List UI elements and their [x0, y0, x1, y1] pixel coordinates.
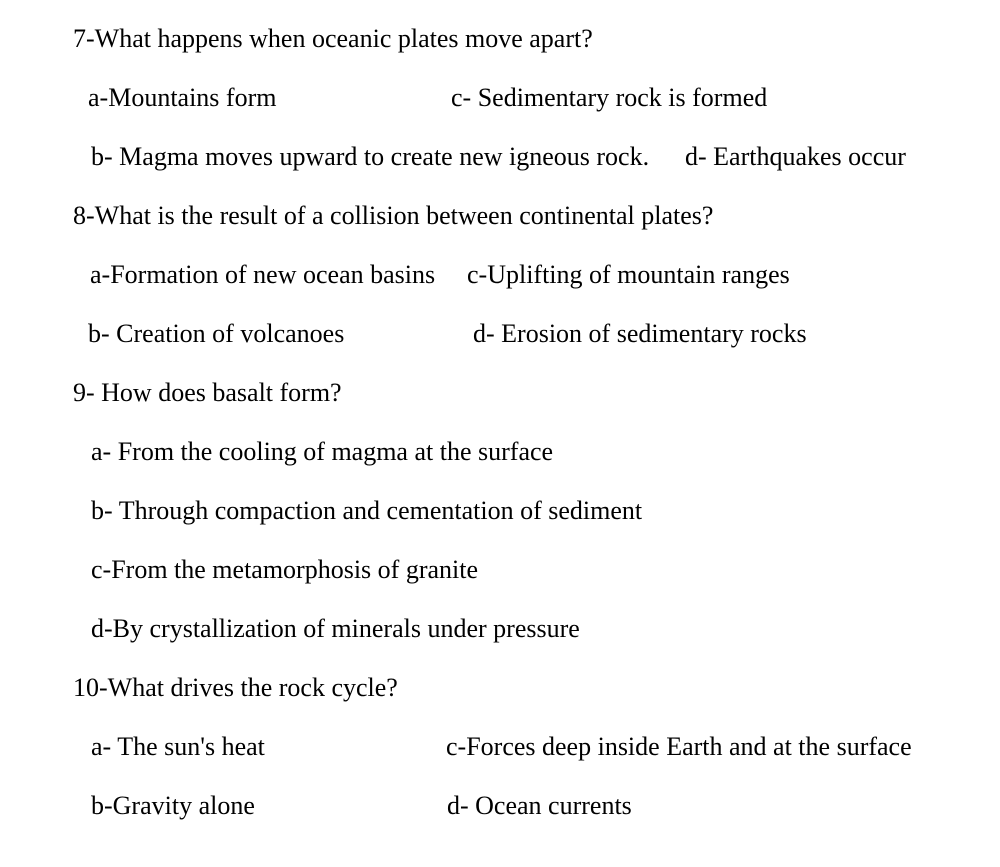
q8-option-c: c-Uplifting of mountain ranges: [467, 260, 790, 289]
question-7: 7-What happens when oceanic plates move apart?: [73, 24, 593, 53]
q10-option-d: d- Ocean currents: [447, 791, 632, 820]
q8-option-a: a-Formation of new ocean basins: [90, 260, 436, 289]
q9-option-a: a- From the cooling of magma at the surface: [91, 437, 554, 466]
q9-option-d: d-By crystallization of minerals under pressure: [91, 614, 580, 643]
q7-option-b: b- Magma moves upward to create new igneous rock.: [91, 142, 650, 171]
q10-option-b: b-Gravity alone: [91, 791, 255, 820]
q9-option-b: b- Through compaction and cementation of sediment: [91, 496, 643, 525]
question-8: 8-What is the result of a collision between continental plates?: [73, 201, 714, 230]
q10-option-c: c-Forces deep inside Earth and at the surface: [446, 732, 912, 761]
question-10: 10-What drives the rock cycle?: [73, 673, 398, 702]
q8-option-d: d- Erosion of sedimentary rocks: [473, 319, 807, 348]
q8-option-b: b- Creation of volcanoes: [88, 319, 345, 348]
q7-option-a: a-Mountains form: [88, 83, 277, 112]
question-9: 9- How does basalt form?: [73, 378, 342, 407]
q7-option-c: c- Sedimentary rock is formed: [451, 83, 768, 112]
q7-option-d: d- Earthquakes occur: [685, 142, 906, 171]
q10-option-a: a- The sun's heat: [91, 732, 265, 761]
q9-option-c: c-From the metamorphosis of granite: [91, 555, 479, 584]
